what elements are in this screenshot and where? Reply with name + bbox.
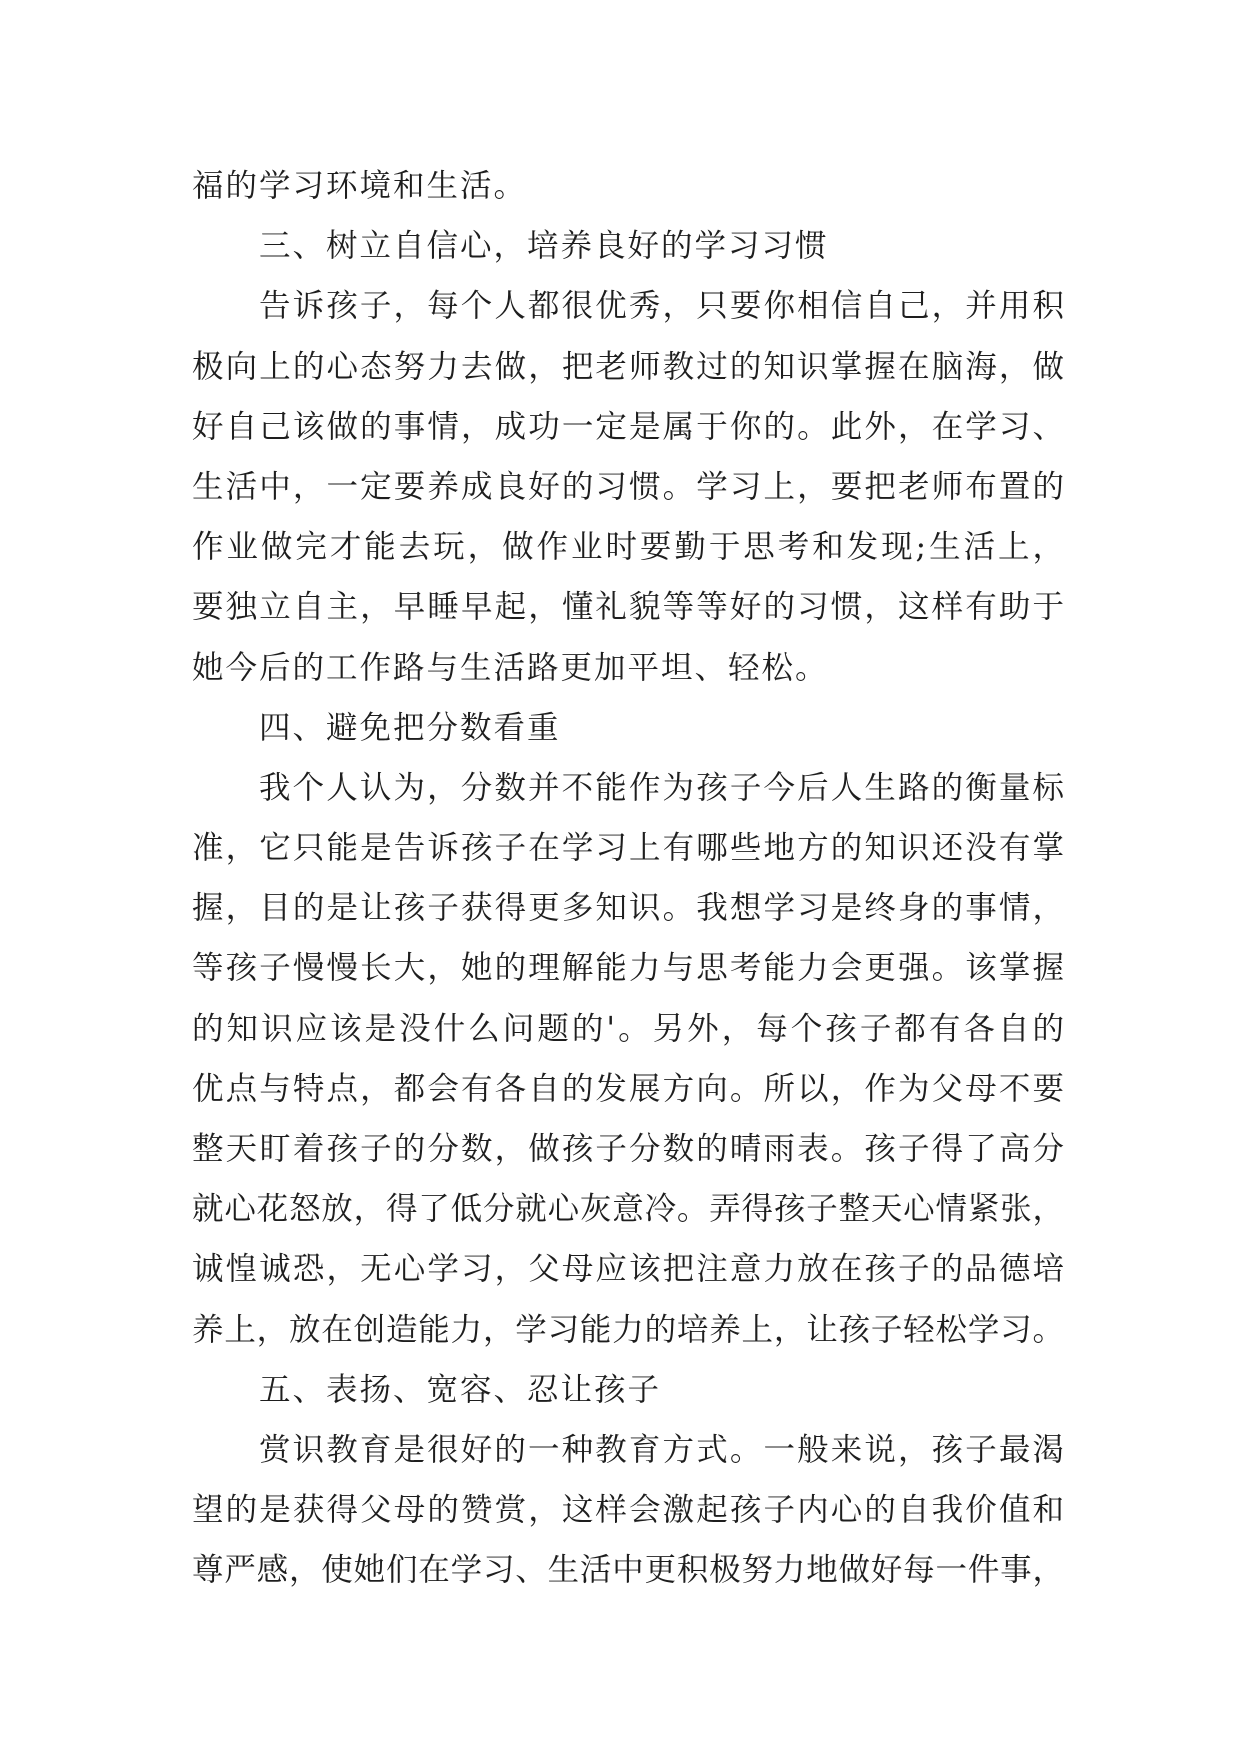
document-body	[192, 156, 1064, 1601]
section-heading: 五、表扬、宽容、忍让孩子	[259, 1371, 662, 1408]
section-heading-five	[192, 1360, 1064, 1420]
paragraph-line: 生活中，一定要养成良好的习惯。学习上，要把老师布置的	[192, 468, 1064, 505]
paragraph-line: 优点与特点，都会有各自的发展方向。所以，作为父母不要	[192, 1070, 1064, 1107]
paragraph-line: 极向上的心态努力去做，把老师教过的知识掌握在脑海，做	[192, 348, 1064, 385]
paragraph-line: 诚惶诚恐，无心学习，父母应该把注意力放在孩子的品德培	[192, 1251, 1064, 1288]
paragraph-line: 好自己该做的事情，成功一定是属于你的。此外，在学习、	[192, 408, 1064, 445]
paragraph-line: 我个人认为，分数并不能作为孩子今后人生路的衡量标	[259, 769, 1064, 806]
paragraph-line: 握，目的是让孩子获得更多知识。我想学习是终身的事情，	[192, 890, 1064, 927]
section-heading-three	[192, 216, 1064, 276]
paragraph-line: 的知识应该是没什么问题的'。另外，每个孩子都有各自的	[192, 1010, 1064, 1047]
paragraph-line: 整天盯着孩子的分数，做孩子分数的晴雨表。孩子得了高分	[192, 1131, 1064, 1167]
paragraph-line: 告诉孩子，每个人都很优秀，只要你相信自己，并用积	[259, 288, 1064, 325]
paragraph-line: 她今后的工作路与生活路更加平坦、轻松。	[192, 649, 829, 686]
paragraph	[192, 758, 1064, 1360]
paragraph-line: 望的是获得父母的赞赏，这样会激起孩子内心的自我价值和	[192, 1492, 1064, 1529]
paragraph-line: 就心花怒放，得了低分就心灰意冷。弄得孩子整天心情紧张，	[192, 1191, 1064, 1228]
paragraph-line: 作业做完才能去玩，做作业时要勤于思考和发现;生活上，	[192, 529, 1064, 566]
paragraph-line: 赏识教育是很好的一种教育方式。一般来说，孩子最渴	[259, 1431, 1064, 1468]
paragraph-line: 准，它只能是告诉孩子在学习上有哪些地方的知识还没有掌	[192, 830, 1064, 867]
section-heading: 四、避免把分数看重	[259, 709, 561, 746]
paragraph-line: 要独立自主，早睡早起，懂礼貌等等好的习惯，这样有助于	[192, 589, 1064, 626]
section-heading: 三、树立自信心，培养良好的学习习惯	[259, 228, 829, 265]
paragraph-line: 等孩子慢慢长大，她的理解能力与思考能力会更强。该掌握	[192, 950, 1064, 987]
paragraph-line: 福的学习环境和生活。	[192, 168, 528, 204]
paragraph-line: 养上，放在创造能力，学习能力的培养上，让孩子轻松学习。	[192, 1311, 1064, 1348]
paragraph-continuation	[192, 156, 1064, 216]
paragraph-line: 尊严感，使她们在学习、生活中更积极努力地做好每一件事，	[192, 1552, 1064, 1589]
paragraph	[192, 1420, 1064, 1601]
section-heading-four	[192, 698, 1064, 758]
paragraph	[192, 276, 1064, 697]
